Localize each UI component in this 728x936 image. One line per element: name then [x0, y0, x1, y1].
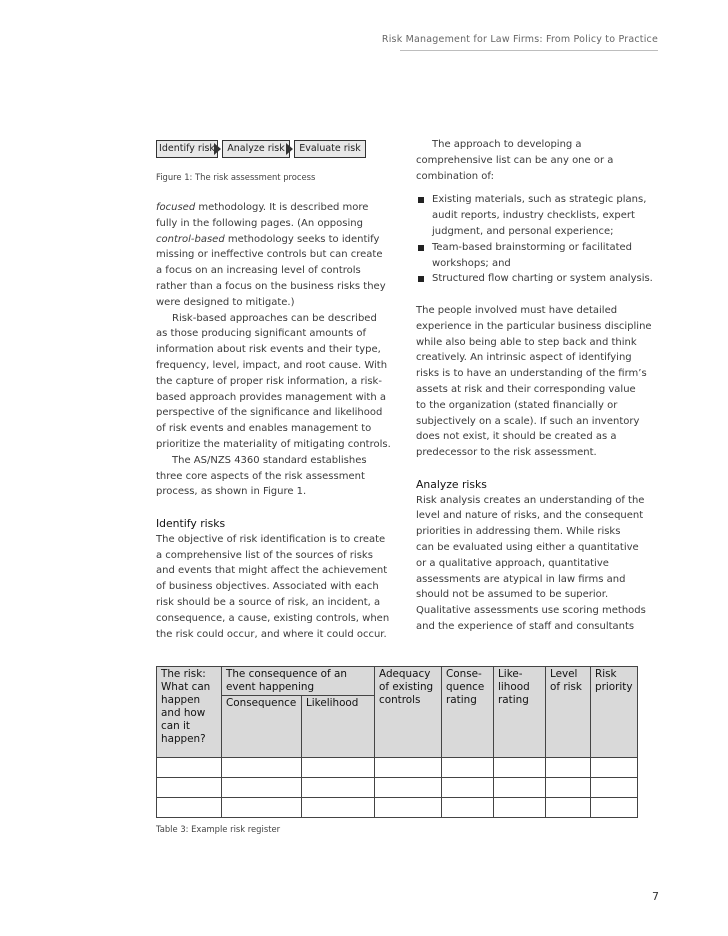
text-line: Qualitative assessments use scoring methods	[416, 605, 646, 617]
text-line: judgment, and personal experience;	[432, 225, 614, 237]
bullet-square-icon	[418, 245, 424, 251]
text-line: the capture of proper risk information, a risk-	[156, 375, 382, 387]
page-number: 7	[652, 890, 659, 903]
text-line: predecessor to the risk assessment.	[416, 447, 597, 459]
table-row	[157, 778, 638, 798]
figure-caption: Figure 1: The risk assessment process	[156, 172, 316, 182]
text-line: and the experience of staff and consultants	[416, 620, 635, 632]
text-line: based approach provides management with a	[156, 391, 386, 403]
step-identify-risk: Identify risk	[156, 140, 218, 158]
text-line: should not be assumed to be superior.	[416, 589, 609, 601]
text-line: risk should be a source of risk, an incident, a	[156, 596, 381, 608]
text-line: The people involved must have detailed	[416, 304, 618, 316]
table-row	[157, 758, 638, 778]
text-line: priorities in addressing them. While risks	[416, 526, 621, 538]
text-line: experience in the particular business discipline	[416, 320, 652, 332]
left-column	[156, 200, 391, 642]
running-header: Risk Management for Law Firms: From Policy to Practice	[381, 34, 658, 45]
text-line: Risk analysis creates an understanding of the	[416, 494, 645, 506]
text-line: perspective of the significance and likelihood	[156, 407, 383, 419]
bullet-square-icon	[418, 197, 424, 203]
header-rule	[400, 50, 658, 51]
table-caption: Table 3: Example risk register	[156, 824, 281, 834]
text-line: audit reports, industry checklists, expert	[432, 210, 635, 222]
text-line: focused methodology. It is described more	[156, 202, 369, 213]
text-line: while also being able to step back and think	[416, 336, 637, 348]
text-line: a comprehensive list of the sources of risks	[156, 549, 373, 561]
header-risk: The risk: What can happen and how can it happen?	[157, 667, 222, 758]
text-line: a focus on an increasing level of controls	[156, 265, 361, 277]
text-line: level and nature of risks, and the consequent	[416, 510, 644, 522]
text-line: The AS/NZS 4360 standard establishes	[172, 454, 367, 466]
section-heading-analyze: Analyze risks	[416, 477, 487, 491]
text-line: combination of:	[416, 170, 494, 182]
text-line: subjectively on a scale). If such an inventory	[416, 415, 640, 427]
text-line: assets at risk and their corresponding value	[416, 383, 636, 395]
text-line: creatively. An intrinsic aspect of identifying	[416, 352, 632, 364]
section-heading-identify: Identify risks	[156, 516, 226, 530]
right-column	[416, 137, 653, 635]
text-line: information about risk events and their type,	[156, 344, 381, 356]
step-evaluate-risk: Evaluate risk	[294, 140, 366, 158]
text-line: missing or ineffective controls but can create	[156, 249, 383, 261]
table-row	[157, 798, 638, 818]
text-line: The approach to developing a	[432, 139, 582, 150]
header-risk-priority: Risk priority	[591, 667, 638, 758]
header-adequacy: Adequacy of existing controls	[375, 667, 442, 758]
bullet-list	[416, 192, 653, 287]
risk-register-table	[156, 666, 638, 818]
header-level-of-risk: Level of risk	[546, 667, 591, 758]
text-line: assessments are atypical in law firms and	[416, 573, 626, 585]
text-line: of risk events and enables management to	[156, 423, 372, 435]
text-line: Risk-based approaches can be described	[172, 312, 377, 324]
text-line: as those producing significant amounts of	[156, 328, 367, 340]
text-line: prioritize the materiality of mitigating controls.	[156, 438, 391, 450]
text-line: The objective of risk identification is to create	[156, 533, 386, 545]
text-line: comprehensive list can be any one or a	[416, 154, 614, 166]
header-consequence-group: The consequence of an event happening	[222, 667, 375, 696]
list-item: Existing materials, such as strategic plans,	[416, 192, 636, 208]
text-line: rather than a focus on the business risks they	[156, 280, 386, 292]
text-line: process, as shown in Figure 1.	[156, 486, 307, 498]
header-likelihood-rating: Like- lihood rating	[494, 667, 546, 758]
list-item: Team-based brainstorming or facilitated	[416, 240, 636, 256]
header-consequence: Consequence	[222, 696, 302, 758]
text-line: can be evaluated using either a quantitative	[416, 541, 639, 553]
text-line: were designed to mitigate.)	[156, 296, 295, 308]
text-line: workshops; and	[432, 257, 511, 269]
header-likelihood: Likelihood	[302, 696, 375, 758]
text-line: frequency, level, impact, and root cause. With	[156, 359, 388, 371]
text-line: control-based methodology seeks to identify	[156, 233, 380, 245]
header-consequence-rating: Conse- quence rating	[442, 667, 494, 758]
text-line: the risk could occur, and where it could occur.	[156, 628, 387, 640]
process-arrow	[214, 143, 221, 155]
text-line: and events that might affect the achievement	[156, 565, 388, 577]
text-line: to the organization (stated financially or	[416, 399, 618, 411]
text-line: does not exist, it should be created as a	[416, 431, 617, 443]
text-line: fully in the following pages. (An opposing	[156, 217, 363, 229]
text-line: of business objectives. Associated with each	[156, 581, 379, 593]
text-line: consequence, a cause, existing controls, when	[156, 612, 390, 624]
list-item: Structured flow charting or system analysis.	[416, 271, 636, 287]
process-arrow	[286, 143, 293, 155]
bullet-square-icon	[418, 276, 424, 282]
risk-process-diagram	[156, 140, 366, 158]
step-analyze-risk: Analyze risk	[222, 140, 290, 158]
text-line: three core aspects of the risk assessment	[156, 470, 365, 482]
text-line: or a qualitative approach, quantitative	[416, 557, 609, 569]
text-line: risks is to have an understanding of the firm’s	[416, 368, 647, 380]
